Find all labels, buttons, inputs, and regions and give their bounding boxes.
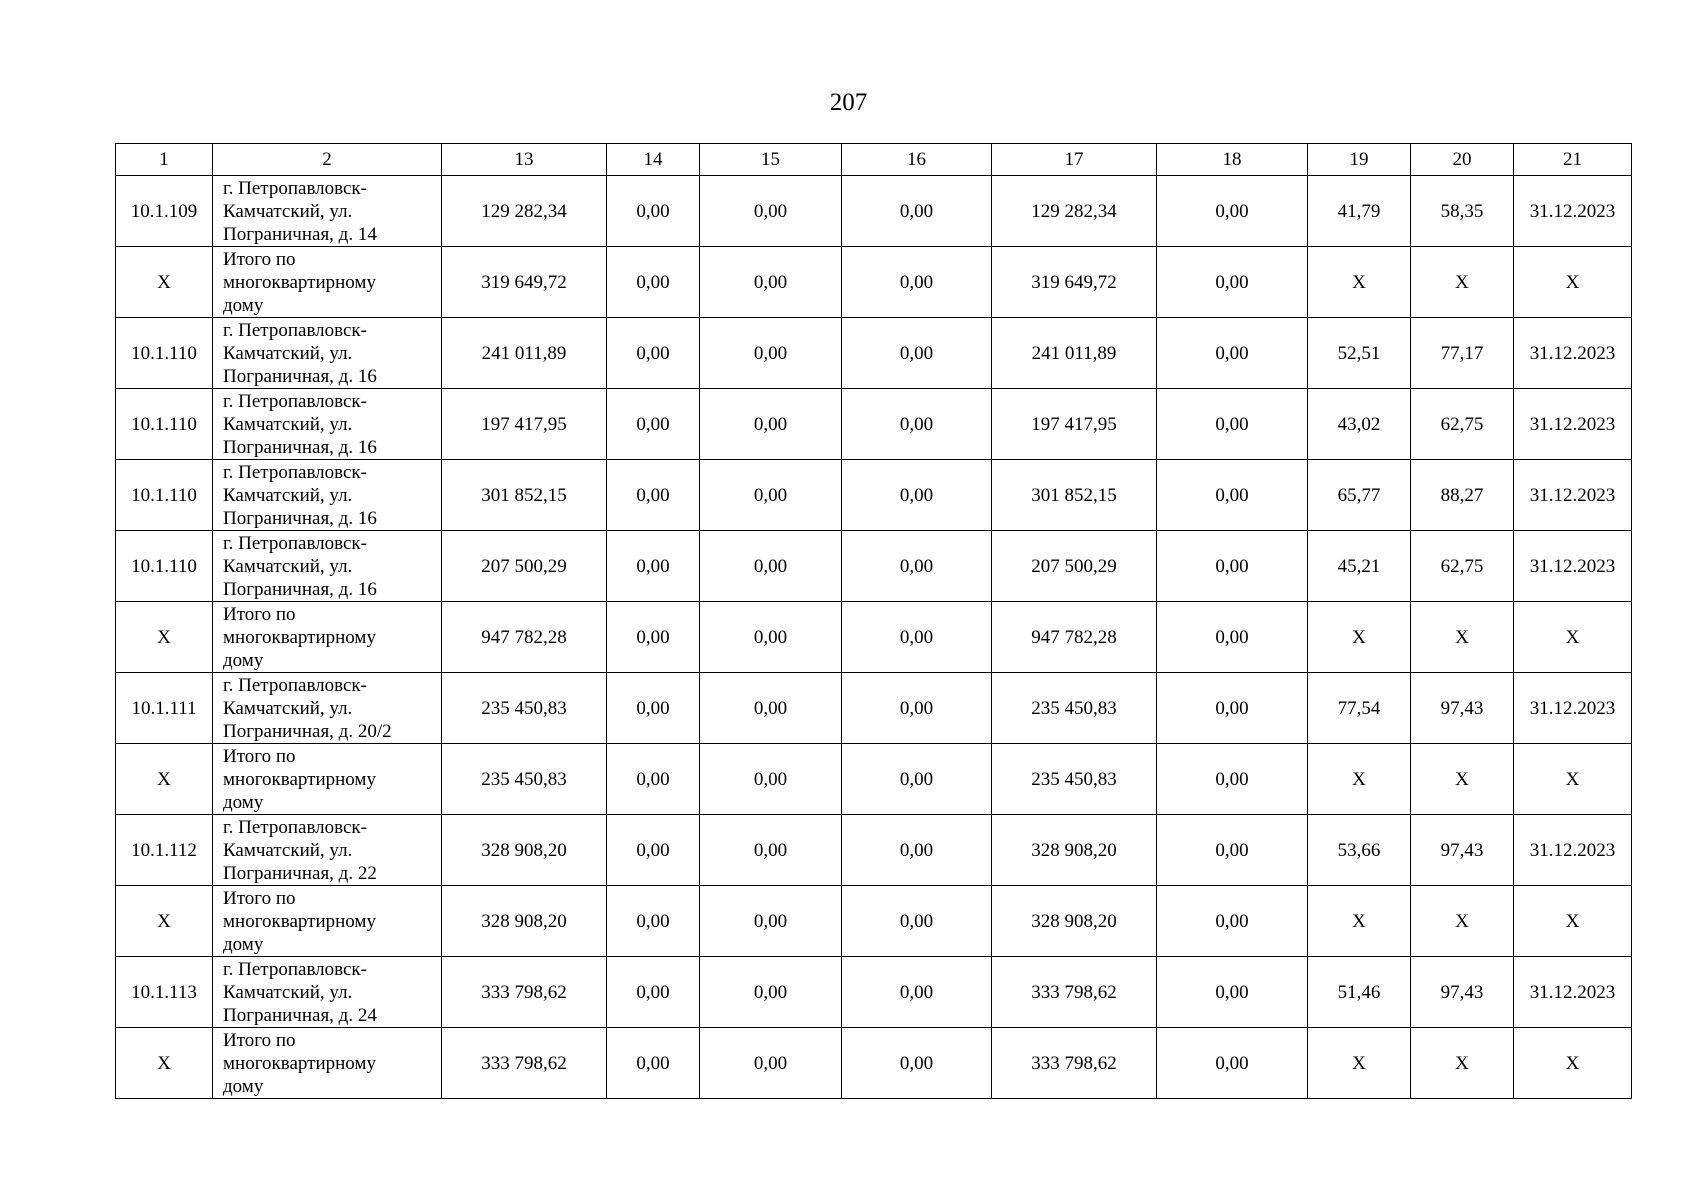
col-21-cell: 31.12.2023 [1514, 176, 1632, 247]
col-18-cell: 0,00 [1157, 531, 1308, 602]
col-16-cell: 0,00 [842, 460, 992, 531]
col-18-cell: 0,00 [1157, 815, 1308, 886]
col-13-cell: 328 908,20 [442, 886, 607, 957]
address-cell [213, 1028, 442, 1099]
table-row [116, 744, 1632, 815]
col-20-cell: Х [1411, 602, 1514, 673]
column-header: 2 [213, 144, 442, 176]
column-header: 19 [1308, 144, 1411, 176]
address-line: Камчатский, ул. [223, 697, 353, 719]
col-21-cell: 31.12.2023 [1514, 460, 1632, 531]
col-17-cell: 235 450,83 [992, 744, 1157, 815]
col-17-cell: 333 798,62 [992, 957, 1157, 1028]
col-14-cell: 0,00 [607, 318, 700, 389]
col-15-cell: 0,00 [700, 531, 842, 602]
address-line: г. Петропавловск- [223, 319, 367, 341]
address-line: Камчатский, ул. [223, 484, 353, 506]
table-row [116, 531, 1632, 602]
col-14-cell: 0,00 [607, 176, 700, 247]
col-18-cell: 0,00 [1157, 389, 1308, 460]
col-17-cell: 207 500,29 [992, 531, 1157, 602]
col-20-cell: Х [1411, 1028, 1514, 1099]
address-line: Пограничная, д. 16 [223, 507, 377, 529]
col-17-cell: 333 798,62 [992, 1028, 1157, 1099]
col-17-cell: 319 649,72 [992, 247, 1157, 318]
col-14-cell: 0,00 [607, 744, 700, 815]
address-line: Итого по [223, 1029, 296, 1051]
table-row [116, 176, 1632, 247]
col-18-cell: 0,00 [1157, 886, 1308, 957]
col-14-cell: 0,00 [607, 957, 700, 1028]
col-16-cell: 0,00 [842, 247, 992, 318]
address-line: Итого по [223, 603, 296, 625]
col-15-cell: 0,00 [700, 815, 842, 886]
col-16-cell: 0,00 [842, 318, 992, 389]
row-number-cell: 10.1.110 [116, 531, 213, 602]
col-15-cell: 0,00 [700, 886, 842, 957]
col-19-cell: 65,77 [1308, 460, 1411, 531]
address-cell [213, 744, 442, 815]
col-18-cell: 0,00 [1157, 176, 1308, 247]
col-21-cell: 31.12.2023 [1514, 673, 1632, 744]
col-15-cell: 0,00 [700, 744, 842, 815]
row-number-cell: Х [116, 886, 213, 957]
address-cell [213, 247, 442, 318]
table-row [116, 389, 1632, 460]
col-20-cell: Х [1411, 247, 1514, 318]
address-line: Итого по [223, 745, 296, 767]
col-20-cell: 62,75 [1411, 531, 1514, 602]
row-number-cell: 10.1.111 [116, 673, 213, 744]
row-number-cell: 10.1.110 [116, 460, 213, 531]
table-body [116, 176, 1632, 1099]
address-line: Пограничная, д. 16 [223, 365, 377, 387]
col-16-cell: 0,00 [842, 1028, 992, 1099]
column-header: 18 [1157, 144, 1308, 176]
address-line: г. Петропавловск- [223, 461, 367, 483]
address-line: г. Петропавловск- [223, 532, 367, 554]
row-number-cell: 10.1.109 [116, 176, 213, 247]
address-line: многоквартирному [223, 768, 376, 790]
row-number-cell: Х [116, 247, 213, 318]
column-header: 16 [842, 144, 992, 176]
col-14-cell: 0,00 [607, 602, 700, 673]
col-19-cell: 41,79 [1308, 176, 1411, 247]
table-row [116, 247, 1632, 318]
column-header: 15 [700, 144, 842, 176]
address-line: многоквартирному [223, 1052, 376, 1074]
col-17-cell: 197 417,95 [992, 389, 1157, 460]
page-number: 207 [829, 89, 868, 116]
address-line: Пограничная, д. 24 [223, 1004, 377, 1026]
table-row [116, 815, 1632, 886]
col-13-cell: 197 417,95 [442, 389, 607, 460]
address-line: Камчатский, ул. [223, 413, 353, 435]
col-18-cell: 0,00 [1157, 602, 1308, 673]
address-cell [213, 318, 442, 389]
address-line: Камчатский, ул. [223, 555, 353, 577]
col-15-cell: 0,00 [700, 957, 842, 1028]
header-row [116, 144, 1632, 176]
col-20-cell: 97,43 [1411, 815, 1514, 886]
col-16-cell: 0,00 [842, 531, 992, 602]
address-line: дому [223, 294, 264, 316]
col-21-cell: Х [1514, 602, 1632, 673]
col-21-cell: Х [1514, 886, 1632, 957]
col-14-cell: 0,00 [607, 815, 700, 886]
column-header: 20 [1411, 144, 1514, 176]
col-18-cell: 0,00 [1157, 957, 1308, 1028]
address-cell [213, 531, 442, 602]
col-17-cell: 235 450,83 [992, 673, 1157, 744]
col-21-cell: Х [1514, 744, 1632, 815]
col-13-cell: 333 798,62 [442, 957, 607, 1028]
col-17-cell: 947 782,28 [992, 602, 1157, 673]
address-line: Пограничная, д. 20/2 [223, 720, 392, 742]
row-number-cell: Х [116, 744, 213, 815]
col-15-cell: 0,00 [700, 673, 842, 744]
col-15-cell: 0,00 [700, 389, 842, 460]
col-18-cell: 0,00 [1157, 1028, 1308, 1099]
col-15-cell: 0,00 [700, 247, 842, 318]
table-row [116, 460, 1632, 531]
col-18-cell: 0,00 [1157, 247, 1308, 318]
address-line: Итого по [223, 887, 296, 909]
address-line: многоквартирному [223, 910, 376, 932]
col-21-cell: Х [1514, 247, 1632, 318]
address-cell [213, 389, 442, 460]
address-line: дому [223, 649, 264, 671]
col-19-cell: Х [1308, 744, 1411, 815]
address-line: г. Петропавловск- [223, 177, 367, 199]
col-20-cell: Х [1411, 886, 1514, 957]
column-header: 21 [1514, 144, 1632, 176]
col-18-cell: 0,00 [1157, 673, 1308, 744]
address-cell [213, 460, 442, 531]
row-number-cell: Х [116, 602, 213, 673]
address-line: многоквартирному [223, 626, 376, 648]
col-21-cell: 31.12.2023 [1514, 389, 1632, 460]
col-14-cell: 0,00 [607, 247, 700, 318]
col-14-cell: 0,00 [607, 460, 700, 531]
address-line: Пограничная, д. 16 [223, 436, 377, 458]
col-13-cell: 207 500,29 [442, 531, 607, 602]
col-18-cell: 0,00 [1157, 744, 1308, 815]
row-number-cell: 10.1.110 [116, 389, 213, 460]
col-19-cell: 43,02 [1308, 389, 1411, 460]
address-line: дому [223, 791, 264, 813]
col-17-cell: 328 908,20 [992, 815, 1157, 886]
col-20-cell: 97,43 [1411, 957, 1514, 1028]
col-13-cell: 235 450,83 [442, 744, 607, 815]
col-15-cell: 0,00 [700, 1028, 842, 1099]
col-13-cell: 319 649,72 [442, 247, 607, 318]
address-cell [213, 176, 442, 247]
col-16-cell: 0,00 [842, 815, 992, 886]
col-14-cell: 0,00 [607, 886, 700, 957]
col-16-cell: 0,00 [842, 886, 992, 957]
col-15-cell: 0,00 [700, 318, 842, 389]
table-row [116, 602, 1632, 673]
col-18-cell: 0,00 [1157, 460, 1308, 531]
col-19-cell: 45,21 [1308, 531, 1411, 602]
column-header: 13 [442, 144, 607, 176]
col-13-cell: 129 282,34 [442, 176, 607, 247]
col-19-cell: 77,54 [1308, 673, 1411, 744]
col-16-cell: 0,00 [842, 176, 992, 247]
table-row [116, 957, 1632, 1028]
address-line: многоквартирному [223, 271, 376, 293]
col-19-cell: 51,46 [1308, 957, 1411, 1028]
row-number-cell: 10.1.113 [116, 957, 213, 1028]
col-13-cell: 301 852,15 [442, 460, 607, 531]
col-13-cell: 333 798,62 [442, 1028, 607, 1099]
col-15-cell: 0,00 [700, 176, 842, 247]
address-line: г. Петропавловск- [223, 390, 367, 412]
col-15-cell: 0,00 [700, 602, 842, 673]
address-line: Пограничная, д. 16 [223, 578, 377, 600]
table-row [116, 886, 1632, 957]
col-17-cell: 129 282,34 [992, 176, 1157, 247]
col-21-cell: 31.12.2023 [1514, 531, 1632, 602]
col-19-cell: Х [1308, 247, 1411, 318]
col-21-cell: 31.12.2023 [1514, 815, 1632, 886]
address-line: Камчатский, ул. [223, 200, 353, 222]
address-cell [213, 886, 442, 957]
table-row [116, 673, 1632, 744]
row-number-cell: 10.1.112 [116, 815, 213, 886]
col-17-cell: 328 908,20 [992, 886, 1157, 957]
address-line: дому [223, 1075, 264, 1097]
col-21-cell: Х [1514, 1028, 1632, 1099]
col-15-cell: 0,00 [700, 460, 842, 531]
address-cell [213, 815, 442, 886]
address-line: Пограничная, д. 22 [223, 862, 377, 884]
data-table [115, 143, 1632, 1099]
col-20-cell: 97,43 [1411, 673, 1514, 744]
col-13-cell: 241 011,89 [442, 318, 607, 389]
col-18-cell: 0,00 [1157, 318, 1308, 389]
address-line: Пограничная, д. 14 [223, 223, 377, 245]
col-20-cell: 88,27 [1411, 460, 1514, 531]
col-19-cell: Х [1308, 602, 1411, 673]
address-line: Итого по [223, 248, 296, 270]
col-17-cell: 301 852,15 [992, 460, 1157, 531]
table-row [116, 1028, 1632, 1099]
address-cell [213, 957, 442, 1028]
address-line: дому [223, 933, 264, 955]
col-21-cell: 31.12.2023 [1514, 957, 1632, 1028]
column-header: 1 [116, 144, 213, 176]
col-21-cell: 31.12.2023 [1514, 318, 1632, 389]
address-line: г. Петропавловск- [223, 958, 367, 980]
col-14-cell: 0,00 [607, 1028, 700, 1099]
col-16-cell: 0,00 [842, 673, 992, 744]
row-number-cell: 10.1.110 [116, 318, 213, 389]
table-row [116, 318, 1632, 389]
col-19-cell: Х [1308, 1028, 1411, 1099]
col-16-cell: 0,00 [842, 744, 992, 815]
col-19-cell: 53,66 [1308, 815, 1411, 886]
address-cell [213, 602, 442, 673]
col-20-cell: 58,35 [1411, 176, 1514, 247]
col-14-cell: 0,00 [607, 673, 700, 744]
col-17-cell: 241 011,89 [992, 318, 1157, 389]
address-cell [213, 673, 442, 744]
col-14-cell: 0,00 [607, 389, 700, 460]
col-13-cell: 328 908,20 [442, 815, 607, 886]
col-16-cell: 0,00 [842, 389, 992, 460]
col-20-cell: 62,75 [1411, 389, 1514, 460]
table-header [116, 144, 1632, 176]
col-13-cell: 947 782,28 [442, 602, 607, 673]
col-16-cell: 0,00 [842, 602, 992, 673]
col-20-cell: Х [1411, 744, 1514, 815]
col-16-cell: 0,00 [842, 957, 992, 1028]
address-line: г. Петропавловск- [223, 674, 367, 696]
address-line: г. Петропавловск- [223, 816, 367, 838]
column-header: 17 [992, 144, 1157, 176]
column-header: 14 [607, 144, 700, 176]
col-13-cell: 235 450,83 [442, 673, 607, 744]
col-19-cell: Х [1308, 886, 1411, 957]
col-20-cell: 77,17 [1411, 318, 1514, 389]
col-14-cell: 0,00 [607, 531, 700, 602]
address-line: Камчатский, ул. [223, 981, 353, 1003]
col-19-cell: 52,51 [1308, 318, 1411, 389]
address-line: Камчатский, ул. [223, 342, 353, 364]
row-number-cell: Х [116, 1028, 213, 1099]
address-line: Камчатский, ул. [223, 839, 353, 861]
